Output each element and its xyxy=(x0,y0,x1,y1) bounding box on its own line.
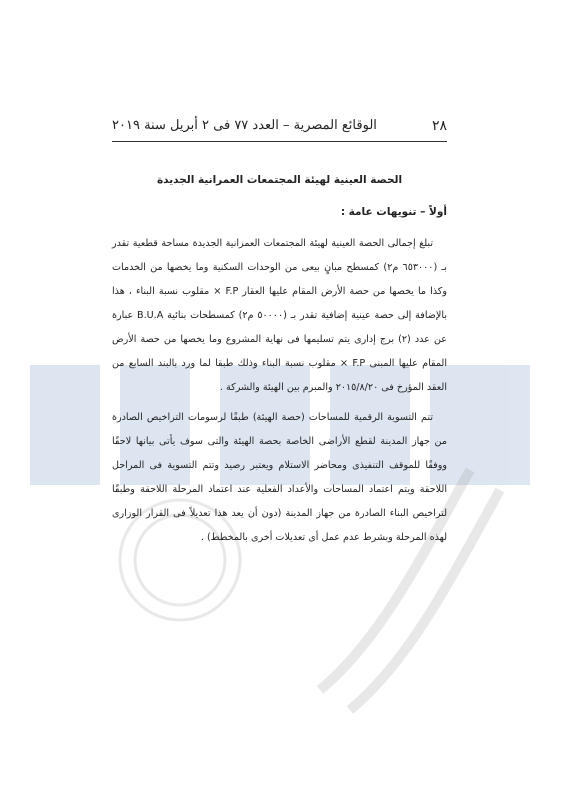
section-title: الحصة العينية لهيئة المجتمعات العمرانية الجديدة xyxy=(156,174,403,186)
document-body xyxy=(112,168,447,556)
page-number: ٢٨ xyxy=(431,118,447,134)
subheading-general-notes: أولاً – تنويهات عامة : xyxy=(340,206,447,218)
gazette-header-title: الوقائع المصرية – العدد ٧٧ فى ٢ أبريل سنة ٢٠١٩ xyxy=(112,118,377,133)
page-header xyxy=(112,118,447,140)
header-divider xyxy=(112,141,447,142)
paragraph-2: تتم التسوية الرقمية للمساحات (حصة الهيئة) طبقًا لرسومات التراخيص الصادرة من جهاز المدينة لقطع الأراضى الخاصة بحصة الهيئة والتى سوف يأتى بيانها لاحقًا ووفقًا للموقف التنفيذى ومحاضر الاستلام ويعتبر رصيد وتتم التسوية فى المراحل اللاحقة ويتم اعتماد المساحات والأعداد الفعلية عند اعتماد المرحلة اللاحقة وطبقًا لتراخيص البناء الصادرة من جهاز المدينة (دون أن يعد هذا تعديلاً فى القرار الوزارى لهذه المرحلة وبشرط عدم عمل أى تعديلات أخرى بالمخطط) . xyxy=(112,412,447,543)
paragraph-1: تبلغ إجمالى الحصة العينية لهيئة المجتمعات العمرانية الجديدة مساحة قطعية تقدر بـ (٦٥٣٠٠٠ م٢) كمسطح مبانٍ بيعى من الوحدات السكنية وما يخصها من الخدمات وكذا ما يخصها من حصة الأرض المقام عليها العقار F.P × مقلوب نسبة البناء ، هذا بالإضافة إلى حصة عينية إضافية تقدر بـ (٥٠٠٠٠ م٢) كمسطحات بنائية B.U.A عبارة عن عدد (٢) برج إدارى يتم تسليمها فى نهاية المشروع وما يخصها من حصة الأرض المقام عليها المبنى F.P × مقلوب نسبة البناء وذلك طبقا لما ورد بالبند السابع من العقد المؤرخ فى ٢٠١٥/٨/٢٠ والمبرم بين الهيئة والشركة . xyxy=(112,238,448,393)
